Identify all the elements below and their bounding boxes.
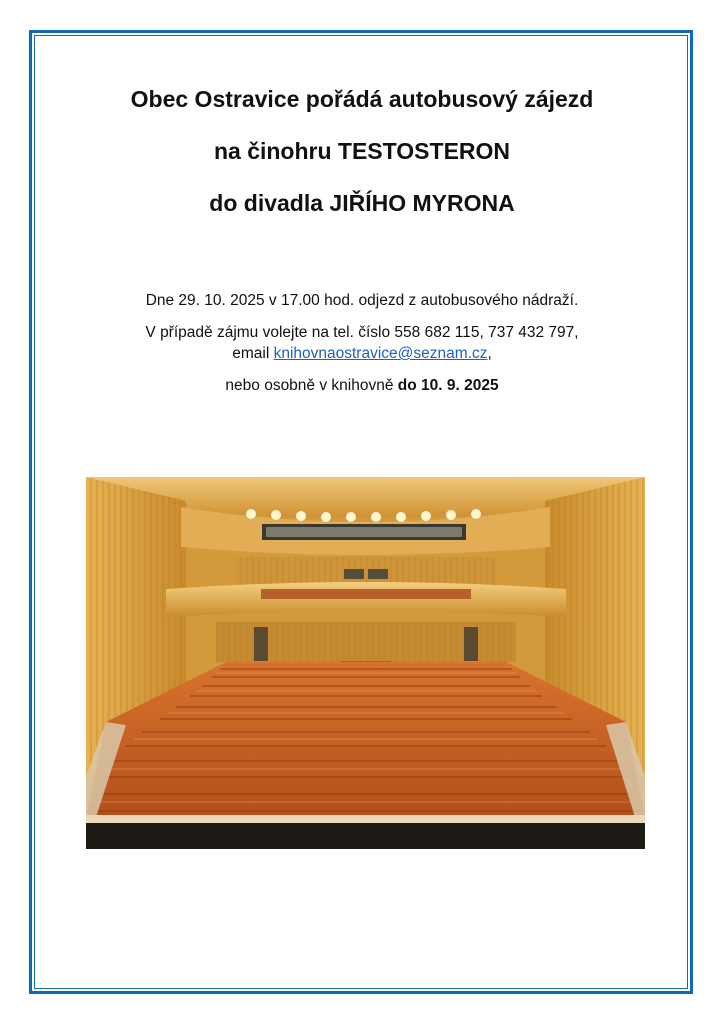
registration-deadline: do 10. 9. 2025 bbox=[397, 377, 499, 394]
personal-registration-info bbox=[40, 375, 684, 396]
contact-phone-info: V případě zájmu volejte na tel. číslo 558 682 115, 737 432 797, bbox=[145, 324, 579, 341]
email-link[interactable]: knihovnaostravice@seznam.cz bbox=[273, 345, 488, 362]
email-prefix: email bbox=[232, 345, 274, 362]
poster-heading bbox=[40, 86, 684, 242]
theatre-auditorium-photo bbox=[86, 477, 645, 849]
event-details bbox=[40, 290, 684, 396]
departure-info: Dne 29. 10. 2025 v 17.00 hod. odjezd z autobusového nádraží. bbox=[145, 292, 579, 309]
heading-line-3: do divadla JIŘÍHO MYRONA bbox=[209, 190, 515, 216]
personal-prefix: nebo osobně v knihovně bbox=[225, 377, 398, 394]
heading-line-2: na činohru TESTOSTERON bbox=[213, 138, 511, 164]
contact-email-info bbox=[40, 343, 684, 364]
heading-line-1: Obec Ostravice pořádá autobusový zájezd bbox=[130, 86, 594, 112]
email-suffix: , bbox=[487, 345, 492, 362]
